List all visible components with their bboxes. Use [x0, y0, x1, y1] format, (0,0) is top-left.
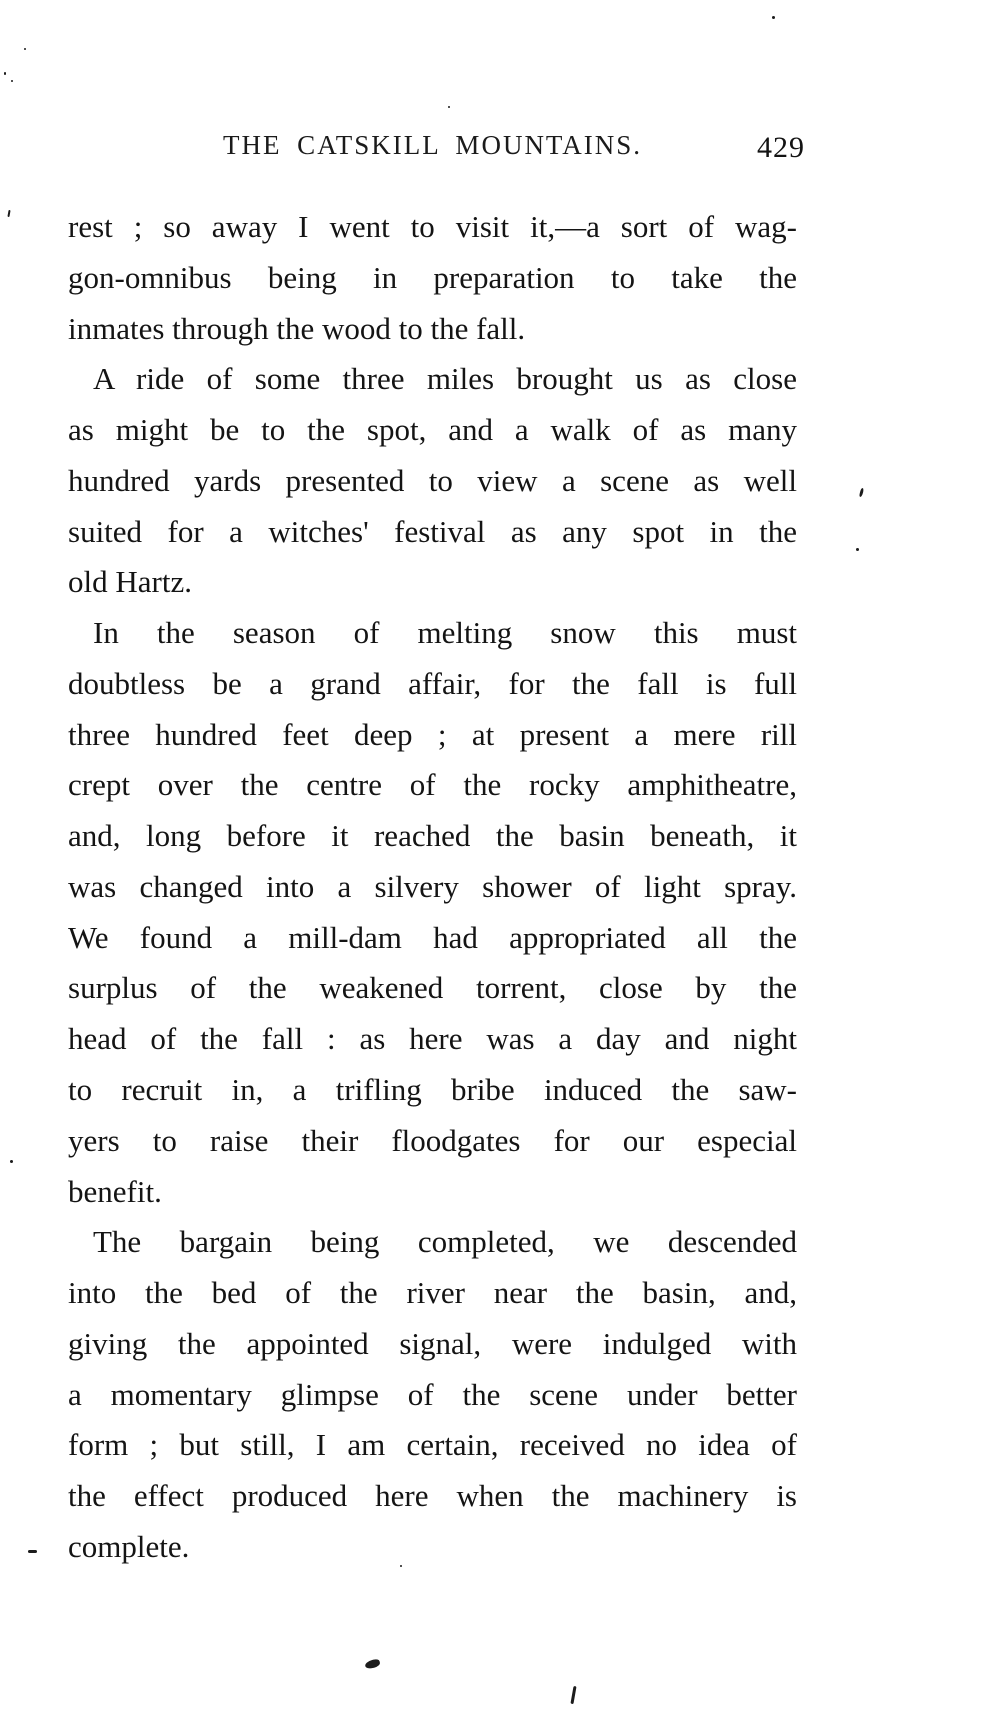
text-line: rest ; so away I went to visit it,—a sort of wag-	[68, 209, 797, 244]
text-line: yers to raise their floodgates for our especial	[68, 1122, 797, 1158]
text-line: doubtless be a grand affair, for the fall is full	[68, 665, 797, 701]
page-body	[68, 202, 797, 1573]
running-title: THE CATSKILL MOUNTAINS.	[222, 130, 643, 160]
scan-dash-mark	[28, 1550, 37, 1553]
paragraph	[68, 202, 797, 354]
paragraph	[68, 354, 797, 608]
scan-speck	[4, 72, 6, 75]
text-line: giving the appointed signal, were indulged with	[68, 1325, 797, 1361]
text-line: into the bed of the river near the basin, and,	[68, 1275, 797, 1311]
text-line: as might be to the spot, and a walk of as many	[68, 412, 797, 448]
text-line: and, long before it reached the basin beneath, it	[68, 818, 797, 854]
text-line: the effect produced here when the machinery is	[68, 1478, 797, 1514]
text-line: inmates through the wood to the fall.	[68, 310, 526, 346]
ink-smudge	[364, 1658, 380, 1669]
text-line: was changed into a silvery shower of light spray.	[68, 868, 797, 904]
text-line: crept over the centre of the rocky amphitheatre,	[68, 767, 797, 803]
text-line: form ; but still, I am certain, received no idea of	[68, 1427, 797, 1463]
scan-slash-mark	[570, 1686, 576, 1704]
text-line: A ride of some three miles brought us as close	[93, 361, 797, 397]
text-line: The bargain being completed, we descended	[93, 1224, 797, 1260]
scan-speck	[772, 16, 775, 19]
text-line: hundred yards presented to view a scene as well	[68, 462, 797, 498]
text-line: In the season of melting snow this must	[93, 615, 797, 651]
scan-comma-mark	[859, 488, 864, 497]
text-line: complete.	[68, 1528, 190, 1564]
scan-speck	[856, 548, 859, 551]
text-line: to recruit in, a trifling bribe induced the saw-	[68, 1072, 797, 1108]
scan-speck	[11, 80, 13, 82]
scan-speck	[448, 106, 450, 108]
paragraph	[68, 1217, 797, 1572]
text-line: gon-omnibus being in preparation to take the	[68, 259, 797, 295]
page-number: 429	[757, 131, 805, 164]
text-line: surplus of the weakened torrent, close by the	[68, 970, 797, 1006]
scan-speck	[24, 48, 26, 50]
text-line: We found a mill-dam had appropriated all the	[68, 919, 797, 955]
text-line: head of the fall : as here was a day and night	[68, 1021, 797, 1057]
text-line: a momentary glimpse of the scene under better	[68, 1376, 797, 1412]
text-line: three hundred feet deep ; at present a mere rill	[68, 716, 797, 752]
paragraph	[68, 608, 797, 1217]
scan-apostrophe-mark	[7, 210, 10, 217]
scan-speck	[400, 1565, 402, 1567]
text-line: benefit.	[68, 1173, 162, 1209]
scan-speck	[10, 1160, 13, 1163]
text-line: old Hartz.	[68, 564, 192, 600]
text-line: suited for a witches' festival as any spot in the	[68, 513, 797, 549]
